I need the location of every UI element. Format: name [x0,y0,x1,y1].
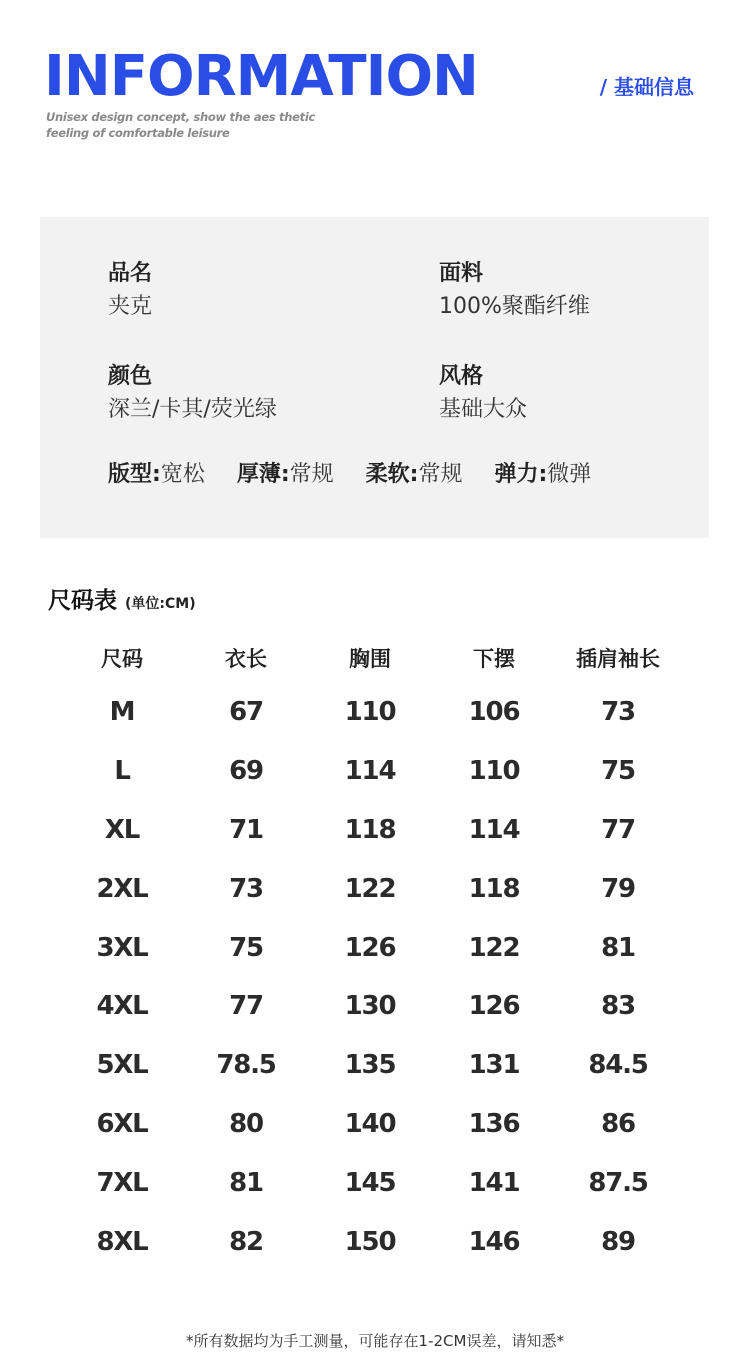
table-cell: 122 [344,873,396,904]
table-cell: 140 [344,1108,396,1139]
col-header-sleeve: 插肩袖长 [576,647,660,671]
size-table-header-row [60,633,680,683]
style-value: 基础大众 [439,397,528,422]
table-cell: 110 [468,756,520,787]
table-cell: 126 [344,932,396,963]
col-header-length: 衣长 [225,647,267,671]
table-cell: 80 [229,1108,263,1139]
table-row [60,977,680,1036]
table-cell: 73 [229,873,263,904]
table-cell: 3XL [96,932,148,963]
table-cell: 84.5 [588,1050,648,1081]
table-cell: 89 [601,1226,635,1257]
page-title: INFORMATION [44,44,478,109]
table-cell: 81 [229,1167,263,1198]
table-cell: 126 [468,991,520,1022]
table-cell: 118 [344,814,396,845]
table-row [60,1212,680,1271]
table-cell: 77 [601,814,635,845]
table-cell: 114 [344,756,396,787]
name-field [108,259,152,323]
table-cell: 86 [601,1108,635,1139]
subtitle-line-1: Unisex design concept, show the aes thetic [46,110,315,124]
attr-elasticity [494,459,591,491]
table-cell: 130 [344,991,396,1022]
table-cell: 79 [601,873,635,904]
table-cell: 81 [601,932,635,963]
attr-elasticity-label: 弹力: [494,462,548,487]
attr-fit-value: 宽松 [160,462,205,487]
table-cell: 136 [468,1108,520,1139]
name-label: 品名 [108,261,153,286]
measurement-footnote: *所有数据均为手工测量，可能存在1-2CM误差，请知悉* [186,1332,564,1350]
table-cell: 118 [468,873,520,904]
table-row [60,801,680,860]
fabric-label: 面料 [439,261,484,286]
table-cell: 110 [344,697,396,728]
table-row [60,918,680,977]
table-cell: 75 [601,756,635,787]
style-label: 风格 [439,364,484,389]
attr-thickness-value: 常规 [289,462,334,487]
table-cell: 8XL [96,1226,148,1257]
table-cell: 71 [229,814,263,845]
col-header-size: 尺码 [101,647,143,671]
size-chart-title [48,582,196,615]
table-cell: 69 [229,756,263,787]
fabric-field [439,259,590,323]
attr-thickness [237,459,334,491]
table-cell: 141 [468,1167,520,1198]
attr-softness-value: 常规 [418,462,463,487]
attribute-row [108,459,623,491]
table-cell: 122 [468,932,520,963]
attr-fit [108,459,205,491]
table-cell: XL [104,814,140,845]
table-cell: 106 [468,697,520,728]
col-header-chest: 胸围 [349,647,391,671]
section-tag: / 基础信息 [599,75,694,99]
attr-fit-label: 版型: [108,462,161,487]
table-row [60,1095,680,1154]
size-table [60,633,680,1271]
size-chart-heading: 尺码表 [48,588,117,614]
table-cell: 4XL [96,991,148,1022]
table-cell: L [114,756,130,787]
table-cell: 2XL [96,873,148,904]
table-cell: 73 [601,697,635,728]
table-cell: 75 [229,932,263,963]
page-subtitle [46,109,315,141]
attr-elasticity-value: 微弹 [547,462,592,487]
col-header-hem: 下摆 [473,647,515,671]
attr-softness [366,459,463,491]
table-cell: 135 [344,1050,396,1081]
table-cell: 150 [344,1226,396,1257]
style-field [439,362,527,426]
info-panel [40,217,709,538]
fabric-value: 100%聚酯纤维 [439,294,590,319]
table-cell: 77 [229,991,263,1022]
table-cell: 114 [468,814,520,845]
table-cell: 6XL [96,1108,148,1139]
size-chart-unit: (单位:CM) [125,596,196,612]
attr-thickness-label: 厚薄: [236,462,290,487]
table-cell: 5XL [96,1050,148,1081]
table-cell: 67 [229,697,263,728]
table-cell: 146 [468,1226,520,1257]
color-value: 深兰/卡其/荧光绿 [108,397,277,422]
table-row [60,859,680,918]
table-cell: 145 [344,1167,396,1198]
table-cell: 87.5 [588,1167,648,1198]
table-cell: M [109,697,135,728]
table-row [60,742,680,801]
table-cell: 83 [601,991,635,1022]
table-cell: 7XL [96,1167,148,1198]
subtitle-line-2: feeling of comfortable leisure [46,126,230,140]
table-cell: 131 [468,1050,520,1081]
table-row [60,683,680,742]
table-row [60,1153,680,1212]
attr-softness-label: 柔软: [365,462,419,487]
table-row [60,1036,680,1095]
color-label: 颜色 [108,364,153,389]
name-value: 夹克 [108,294,153,319]
table-cell: 78.5 [216,1050,276,1081]
table-cell: 82 [229,1226,263,1257]
color-field [108,362,277,426]
